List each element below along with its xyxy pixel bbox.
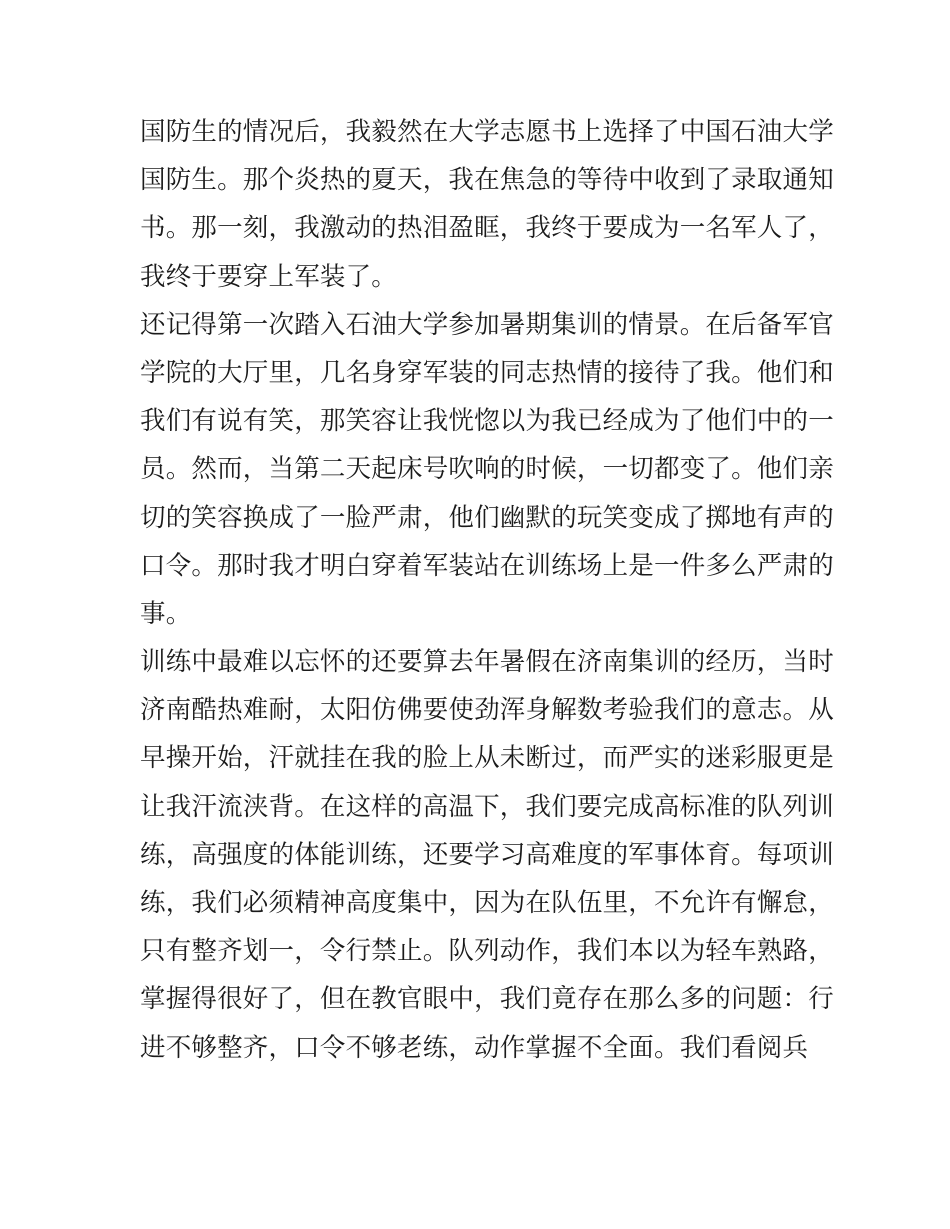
text-line-7: 我们有说有笑，那笑容让我恍惚以为我已经成为了他们中的一 <box>140 406 834 437</box>
text-line-3: 书。那一刻，我激动的热泪盈眶，我终于要成为一名军人了， <box>140 213 834 244</box>
text-line-10: 口令。那时我才明白穿着军装站在训练场上是一件多么严肃的 <box>140 550 834 581</box>
text-line-16: 练，高强度的体能训练，还要学习高难度的军事体育。每项训 <box>140 839 834 870</box>
text-line-12: 训练中最难以忘怀的还要算去年暑假在济南集训的经历，当时 <box>140 647 834 678</box>
text-line-6: 学院的大厅里，几名身穿军装的同志热情的接待了我。他们和 <box>140 357 834 388</box>
text-line-4: 我终于要穿上军装了。 <box>140 261 398 292</box>
text-line-1: 国防生的情况后，我毅然在大学志愿书上选择了中国石油大学 <box>140 117 834 147</box>
text-line-15: 让我汗流浃背。在这样的高温下，我们要完成高标准的队列训 <box>140 791 834 822</box>
text-line-5: 还记得第一次踏入石油大学参加暑期集训的情景。在后备军官 <box>140 309 834 340</box>
text-line-11: 事。 <box>140 598 192 629</box>
text-line-17: 练，我们必须精神高度集中，因为在队伍里，不允许有懈怠， <box>140 888 834 918</box>
text-line-13: 济南酷热难耐，太阳仿佛要使劲浑身解数考验我们的意志。从 <box>140 695 834 726</box>
text-line-20: 进不够整齐，口令不够老练，动作掌握不全面。我们看阅兵 <box>140 1032 809 1063</box>
text-line-19: 掌握得很好了，但在教官眼中，我们竟存在那么多的问题：行 <box>140 984 834 1015</box>
text-line-8: 员。然而，当第二天起床号吹响的时候，一切都变了。他们亲 <box>140 454 834 485</box>
text-line-2: 国防生。那个炎热的夏天，我在焦急的等待中收到了录取通知 <box>140 165 834 196</box>
text-line-9: 切的笑容换成了一脸严肃，他们幽默的玩笑变成了掷地有声的 <box>140 502 834 533</box>
text-line-18: 只有整齐划一，令行禁止。队列动作，我们本以为轻车熟路， <box>140 936 834 967</box>
document-body <box>140 108 834 1072</box>
text-line-14: 早操开始，汗就挂在我的脸上从未断过，而严实的迷彩服更是 <box>140 743 834 774</box>
